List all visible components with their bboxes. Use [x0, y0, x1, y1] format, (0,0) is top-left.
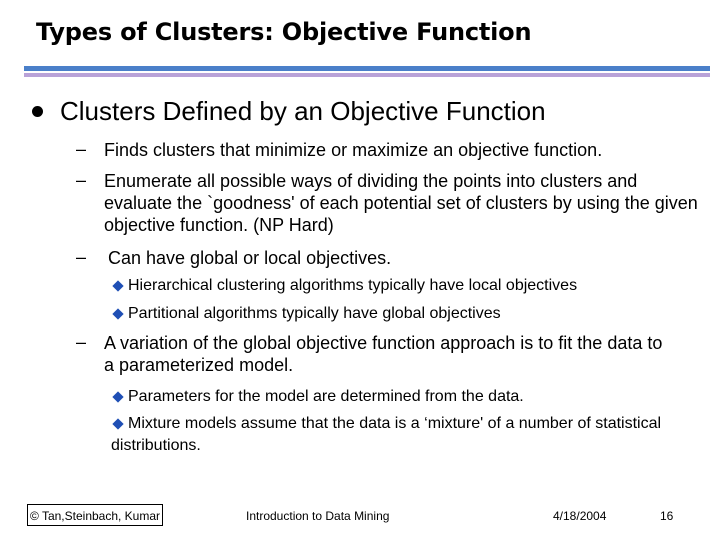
- diamond-bullet-icon: [112, 391, 123, 402]
- slide-title: Types of Clusters: Objective Function: [36, 18, 532, 46]
- sub-sub-bullet-2: Partitional algorithms typically have global objectives: [128, 305, 501, 322]
- sub-bullet-3: Can have global or local objectives.: [108, 248, 392, 268]
- main-bullet: Clusters Defined by an Objective Function: [60, 96, 546, 126]
- footer-page-number: 16: [660, 509, 674, 523]
- sub-sub-bullet-4: Mixture models assume that the data is a ‘mixture' of a number of statistical distributions.: [111, 415, 662, 454]
- sub-sub-bullet-1: Hierarchical clustering algorithms typically have local objectives: [128, 277, 578, 294]
- diamond-bullet-icon: [112, 280, 123, 291]
- sub-bullet-2: Enumerate all possible ways of dividing the points into clusters and evaluate the `goodness' of each potential set of clusters by using the given objective function. (NP Hard): [104, 171, 698, 235]
- sub-bullet-4: A variation of the global objective function approach is to fit the data to a parameterized model.: [104, 333, 663, 375]
- dash-marker: –: [76, 170, 87, 190]
- title-divider-violet: [24, 73, 710, 77]
- dash-marker: –: [76, 139, 87, 159]
- diamond-bullet-icon: [112, 308, 123, 319]
- sub-sub-bullet-3: Parameters for the model are determined from the data.: [128, 388, 524, 405]
- footer-copyright: © Tan,Steinbach, Kumar: [30, 509, 161, 523]
- title-divider-blue: [24, 66, 710, 71]
- dash-marker: –: [76, 332, 87, 352]
- footer-course-title: Introduction to Data Mining: [246, 509, 390, 523]
- bullet-dot-icon: [32, 106, 43, 117]
- footer-date: 4/18/2004: [553, 509, 607, 523]
- sub-bullet-1: Finds clusters that minimize or maximize an objective function.: [104, 140, 603, 160]
- dash-marker: –: [76, 247, 87, 267]
